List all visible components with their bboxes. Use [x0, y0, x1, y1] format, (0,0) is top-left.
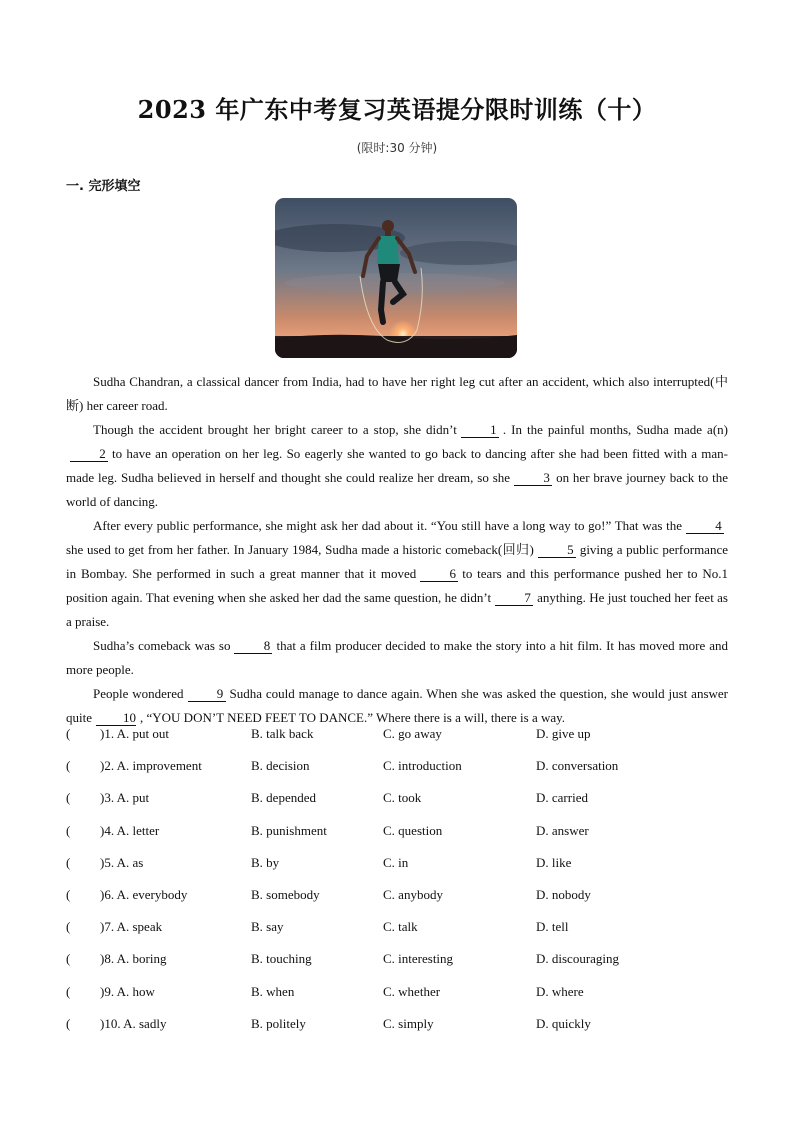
- page-title: 2023 年广东中考复习英语提分限时训练（十）: [137, 95, 657, 124]
- option-c: C. question: [383, 822, 443, 838]
- option-b: B. politely: [251, 1015, 306, 1031]
- blank-7[interactable]: 7: [495, 590, 533, 606]
- option-a: )5. A. as: [100, 854, 144, 870]
- option-b: B. somebody: [251, 886, 320, 902]
- option-d: D. carried: [536, 790, 588, 806]
- option-a: )1. A. put out: [100, 726, 169, 741]
- rope-skipping-photo: [275, 198, 517, 358]
- blank-1[interactable]: 1: [461, 422, 499, 438]
- answer-paren[interactable]: (: [66, 919, 71, 935]
- option-d: D. conversation: [536, 758, 619, 774]
- answer-paren[interactable]: (: [66, 822, 71, 838]
- passage-paragraph: Though the accident brought her bright career to a stop, she didn’t 1 . In the painful months, Sudha made a(n)2 to have an operation on her leg. So eagerly she wanted to go back to dancing after she had been fitted with a man-made leg. Sudha believed in herself and thought she could realize her dream, so she 3 on her brave journey back to the world of dancing.: [66, 422, 729, 509]
- option-a: )10. A. sadly: [100, 1015, 167, 1031]
- question-row: [66, 1016, 746, 1048]
- blank-4[interactable]: 4: [686, 518, 724, 534]
- question-row: [66, 823, 746, 855]
- passage-paragraph: After every public performance, she might ask her dad about it. “You still have a long way to go!” That was the 4she used to get from her father. In January 1984, Sudha made a historic comeback(回归) 5 giving a public performance in Bombay. She performed in such a great manner that it moved 6 to tears and this performance pushed her to No.1 position again. That evening when she asked her dad the same question, he didn’t 7 anything. He just touched her feet as a praise.: [66, 518, 728, 629]
- option-c: C. whether: [383, 983, 441, 999]
- question-row: [66, 984, 746, 1016]
- option-b: B. say: [251, 919, 284, 935]
- question-row: [66, 790, 746, 822]
- time-limit: (限时:30 分钟): [356, 141, 438, 155]
- question-row: [66, 951, 746, 983]
- option-a: )3. A. put: [100, 790, 150, 806]
- answer-paren[interactable]: (: [66, 790, 71, 806]
- option-d: D. nobody: [536, 886, 591, 902]
- option-c: C. anybody: [383, 886, 443, 902]
- option-d: D. where: [536, 983, 584, 999]
- blank-2[interactable]: 2: [70, 446, 108, 462]
- passage-paragraph: People wondered 9 Sudha could manage to dance again. When she was asked the question, she would just answer quite 10 , “YOU DON’T NEED FEET TO DANCE.” Where there is a will, there is a way.: [66, 686, 728, 725]
- answer-paren[interactable]: (: [66, 886, 71, 902]
- blank-9[interactable]: 9: [188, 686, 226, 702]
- answer-paren[interactable]: (: [66, 1015, 71, 1031]
- option-c: C. go away: [383, 726, 442, 741]
- option-d: D. like: [536, 854, 572, 870]
- option-c: C. in: [383, 854, 409, 870]
- option-b: B. by: [251, 854, 280, 870]
- option-d: D. discouraging: [536, 951, 620, 967]
- option-a: )9. A. how: [100, 983, 155, 999]
- passage-paragraph: Sudha Chandran, a classical dancer from India, had to have her right leg cut after an accident, which also interrupted(中断) her career road.: [66, 374, 728, 413]
- option-b: B. depended: [251, 790, 316, 806]
- answer-paren[interactable]: (: [66, 951, 71, 967]
- option-b: B. talk back: [251, 726, 314, 741]
- blank-6[interactable]: 6: [420, 566, 458, 582]
- question-row: [66, 726, 746, 758]
- option-b: B. punishment: [251, 822, 327, 838]
- answer-paren[interactable]: (: [66, 854, 71, 870]
- question-row: [66, 887, 746, 919]
- option-a: )7. A. speak: [100, 919, 163, 935]
- option-a: )2. A. improvement: [100, 758, 202, 774]
- option-c: C. talk: [383, 919, 418, 935]
- blank-5[interactable]: 5: [538, 542, 576, 558]
- option-c: C. took: [383, 790, 422, 806]
- blank-10[interactable]: 10: [96, 710, 136, 726]
- option-c: C. introduction: [383, 758, 462, 774]
- option-d: D. tell: [536, 919, 569, 935]
- option-c: C. simply: [383, 1015, 434, 1031]
- option-d: D. answer: [536, 822, 589, 838]
- answer-paren[interactable]: (: [66, 758, 71, 774]
- option-d: D. give up: [536, 726, 591, 741]
- option-a: )4. A. letter: [100, 822, 160, 838]
- option-a: )6. A. everybody: [100, 886, 188, 902]
- option-a: )8. A. boring: [100, 951, 167, 967]
- question-row: [66, 758, 746, 790]
- question-options: [66, 726, 746, 1048]
- answer-paren[interactable]: (: [66, 726, 71, 741]
- section-heading: 一. 完形填空: [66, 179, 141, 194]
- blank-3[interactable]: 3: [514, 470, 552, 486]
- question-row: [66, 919, 746, 951]
- cloze-passage: [66, 370, 728, 730]
- question-row: [66, 855, 746, 887]
- option-d: D. quickly: [536, 1015, 591, 1031]
- blank-8[interactable]: 8: [234, 638, 272, 654]
- answer-paren[interactable]: (: [66, 983, 71, 999]
- option-b: B. when: [251, 983, 295, 999]
- passage-paragraph: Sudha’s comeback was so 8 that a film producer decided to make the story into a hit film. It has moved more and more people.: [66, 638, 728, 677]
- option-c: C. interesting: [383, 951, 454, 967]
- option-b: B. decision: [251, 758, 310, 774]
- option-b: B. touching: [251, 951, 312, 967]
